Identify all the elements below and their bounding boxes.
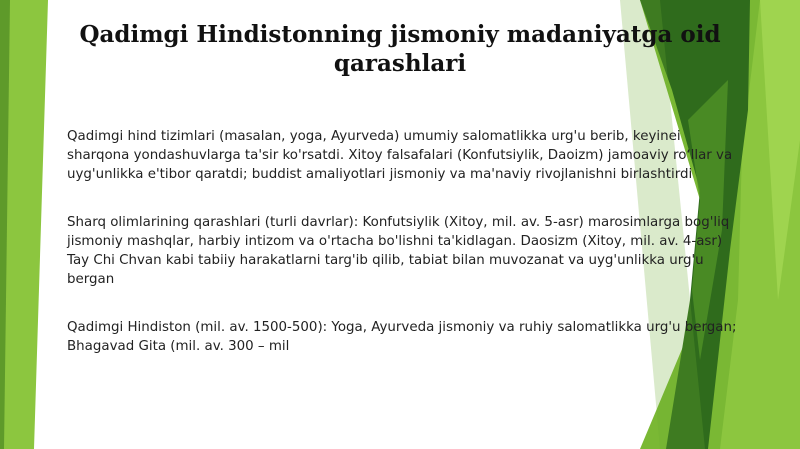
paragraph-1: Qadimgi hind tizimlari (masalan, yoga, Ayurveda) umumiy salomatlikka urg'u berib, keyinei sharqona yondashuvlarga ta'sir ko'rsatdi. Xitoy falsafalari (Konfutsiylik, Daoizm) jamoaviy roʻllar va uyg'unlikka e'tibor qaratdi; buddist amaliyotlari jismoniy va ma'naviy rivojlanishni birlashtirdi [67, 129, 733, 182]
slide-title: Qadimgi Hindistonning jismoniy madaniyatga oid qarashlari [79, 21, 721, 77]
slide-body [67, 127, 737, 356]
paragraph-2: Sharq olimlarining qarashlari (turli davrlar): Konfutsiylik (Xitoy, mil. av. 5-asr) marosimlarga bog'liq jismoniy mashqlar, harbiy intizom va o'rtacha bo'lishni ta'kidlagan. Daosizm (Xitoy, mil. av. 4-asr) Tay Chi Chvan kabi tabiiy harakatlarni targ'ib qilib, tabiat bilan muvozanat va uyg'unlikka urg'u bergan [67, 215, 730, 287]
paragraph-3: Qadimgi Hindiston (mil. av. 1500-500): Yoga, Ayurveda jismoniy va ruhiy salomatlikka urg'u bergan; Bhagavad Gita (mil. av. 300 – mil [67, 320, 737, 354]
